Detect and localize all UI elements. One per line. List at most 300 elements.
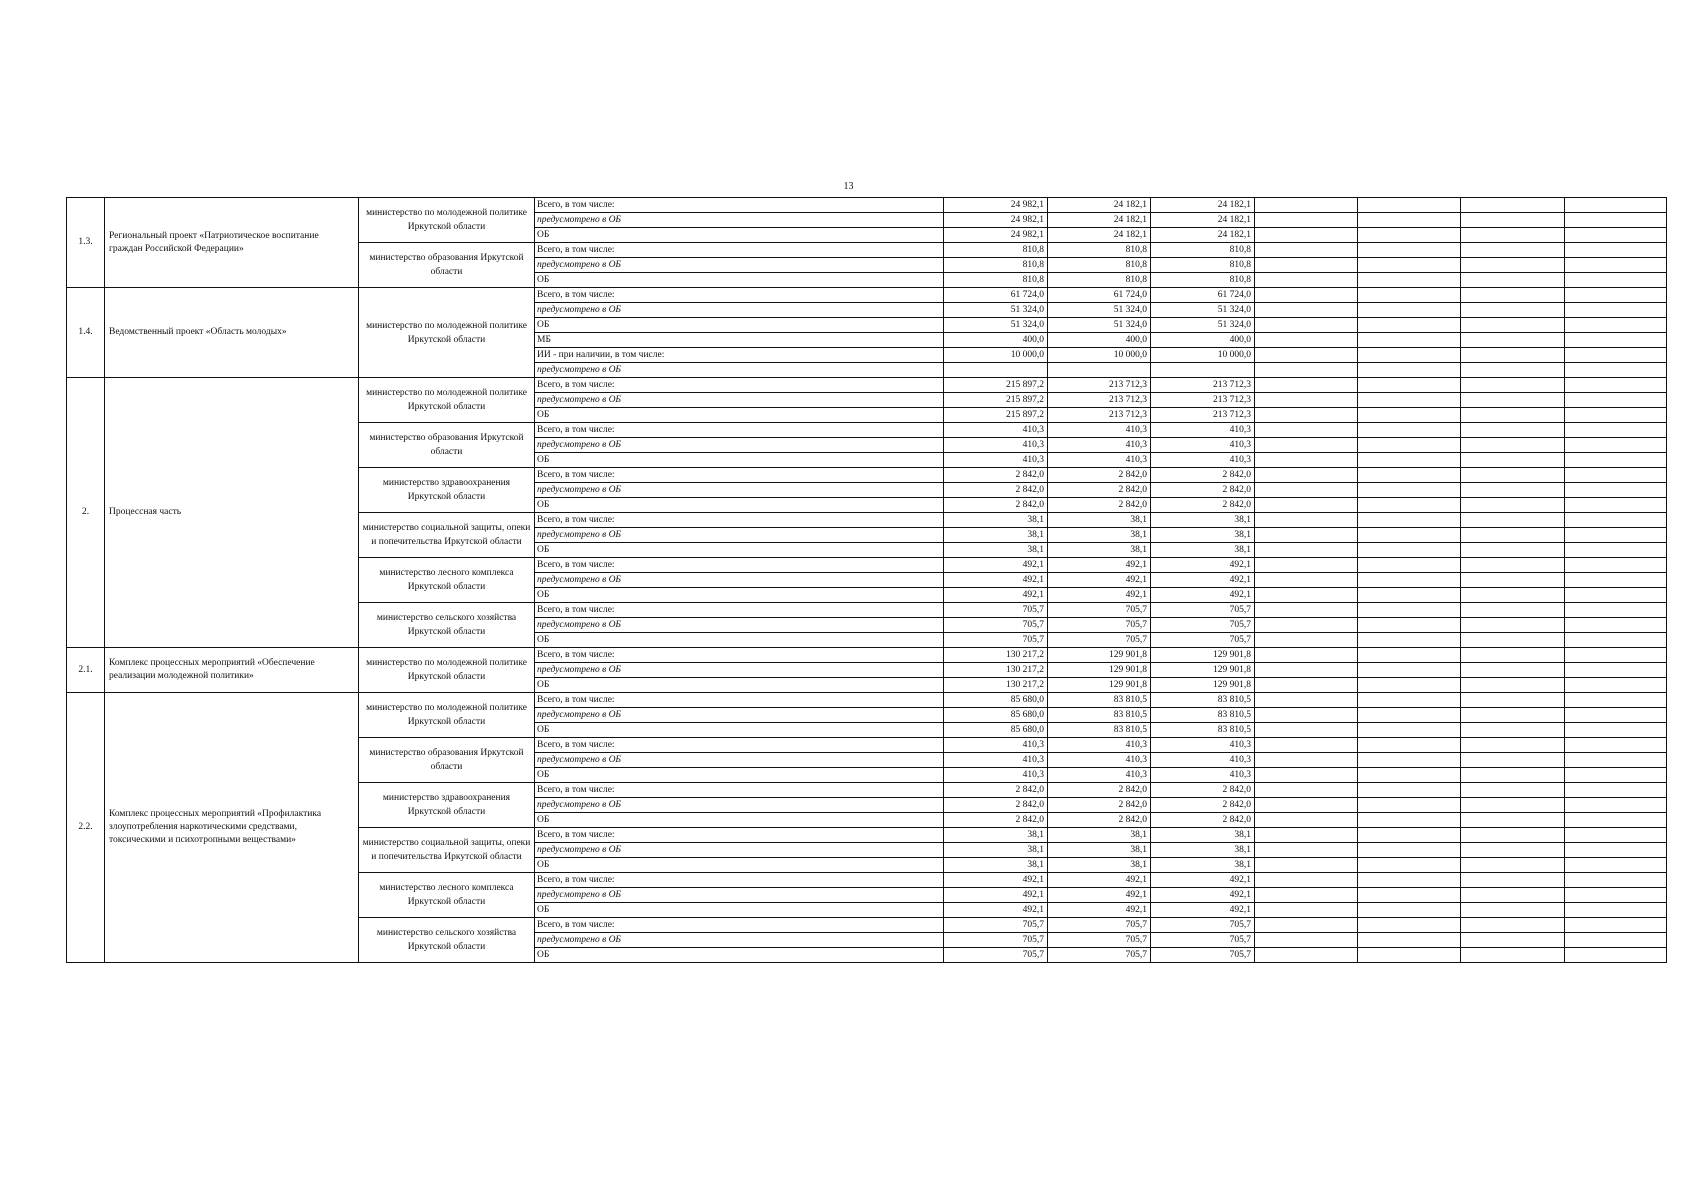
empty-cell (1461, 243, 1565, 258)
amount-cell: 10 000,0 (1048, 348, 1151, 363)
amount-cell: 2 842,0 (1048, 483, 1151, 498)
empty-cell (1358, 258, 1461, 273)
amount-cell: 410,3 (944, 738, 1048, 753)
empty-cell (1358, 753, 1461, 768)
empty-cell (1255, 213, 1358, 228)
funding-source: ОБ (535, 723, 944, 738)
amount-cell: 810,8 (1048, 258, 1151, 273)
amount-cell: 83 810,5 (1151, 693, 1255, 708)
amount-cell: 705,7 (1048, 918, 1151, 933)
empty-cell (1358, 948, 1461, 963)
empty-cell (1565, 948, 1667, 963)
amount-cell: 705,7 (1048, 948, 1151, 963)
amount-cell: 492,1 (1151, 573, 1255, 588)
section-name: Региональный проект «Патриотическое воспитание граждан Российской Федерации» (105, 198, 359, 288)
empty-cell (1565, 243, 1667, 258)
amount-cell: 810,8 (944, 258, 1048, 273)
empty-cell (1461, 498, 1565, 513)
empty-cell (1358, 423, 1461, 438)
amount-cell: 61 724,0 (1048, 288, 1151, 303)
empty-cell (1565, 663, 1667, 678)
funding-source: Всего, в том числе: (535, 378, 944, 393)
empty-cell (1461, 483, 1565, 498)
empty-cell (1358, 723, 1461, 738)
funding-source: Всего, в том числе: (535, 918, 944, 933)
empty-cell (1461, 288, 1565, 303)
amount-cell: 705,7 (944, 618, 1048, 633)
funding-source: предусмотрено в ОБ (535, 213, 944, 228)
empty-cell (1255, 453, 1358, 468)
funding-source: предусмотрено в ОБ (535, 888, 944, 903)
funding-source: ОБ (535, 858, 944, 873)
empty-cell (1358, 213, 1461, 228)
empty-cell (1255, 603, 1358, 618)
empty-cell (1358, 228, 1461, 243)
amount-cell: 2 842,0 (1151, 483, 1255, 498)
amount-cell: 492,1 (1048, 573, 1151, 588)
amount-cell: 492,1 (1048, 873, 1151, 888)
empty-cell (1358, 243, 1461, 258)
amount-cell: 24 182,1 (1048, 213, 1151, 228)
amount-cell: 24 182,1 (1048, 198, 1151, 213)
amount-cell: 38,1 (1151, 528, 1255, 543)
amount-cell: 492,1 (944, 558, 1048, 573)
funding-source: предусмотрено в ОБ (535, 528, 944, 543)
amount-cell (1048, 363, 1151, 378)
amount-cell: 410,3 (1048, 423, 1151, 438)
empty-cell (1461, 843, 1565, 858)
amount-cell: 705,7 (944, 948, 1048, 963)
empty-cell (1565, 768, 1667, 783)
amount-cell: 38,1 (1151, 543, 1255, 558)
empty-cell (1358, 663, 1461, 678)
amount-cell: 24 982,1 (944, 228, 1048, 243)
section-name: Комплекс процессных мероприятий «Профилактика злоупотребления наркотическими средствами, токсическими и психотропными веществами» (105, 693, 359, 963)
empty-cell (1461, 618, 1565, 633)
empty-cell (1461, 558, 1565, 573)
funding-source: ОБ (535, 633, 944, 648)
empty-cell (1565, 333, 1667, 348)
funding-source: Всего, в том числе: (535, 513, 944, 528)
empty-cell (1255, 813, 1358, 828)
empty-cell (1461, 903, 1565, 918)
empty-cell (1255, 318, 1358, 333)
funding-source: Всего, в том числе: (535, 783, 944, 798)
empty-cell (1255, 378, 1358, 393)
amount-cell: 2 842,0 (944, 468, 1048, 483)
empty-cell (1461, 723, 1565, 738)
empty-cell (1358, 453, 1461, 468)
amount-cell: 51 324,0 (944, 303, 1048, 318)
amount-cell (944, 363, 1048, 378)
empty-cell (1461, 198, 1565, 213)
amount-cell: 410,3 (1048, 438, 1151, 453)
empty-cell (1358, 348, 1461, 363)
empty-cell (1461, 828, 1565, 843)
empty-cell (1565, 573, 1667, 588)
empty-cell (1255, 348, 1358, 363)
amount-cell: 38,1 (1048, 843, 1151, 858)
section-name: Комплекс процессных мероприятий «Обеспечение реализации молодежной политики» (105, 648, 359, 693)
amount-cell: 705,7 (1048, 633, 1151, 648)
empty-cell (1358, 303, 1461, 318)
funding-source: ОБ (535, 543, 944, 558)
empty-cell (1255, 903, 1358, 918)
empty-cell (1358, 288, 1461, 303)
funding-source: Всего, в том числе: (535, 243, 944, 258)
amount-cell: 38,1 (944, 843, 1048, 858)
empty-cell (1255, 618, 1358, 633)
empty-cell (1358, 528, 1461, 543)
empty-cell (1255, 723, 1358, 738)
section-number: 2.1. (67, 648, 105, 693)
empty-cell (1358, 873, 1461, 888)
executor-name: министерство образования Иркутской области (359, 423, 535, 468)
empty-cell (1358, 588, 1461, 603)
empty-cell (1461, 348, 1565, 363)
amount-cell: 85 680,0 (944, 708, 1048, 723)
empty-cell (1461, 318, 1565, 333)
amount-cell: 130 217,2 (944, 663, 1048, 678)
empty-cell (1461, 813, 1565, 828)
amount-cell: 130 217,2 (944, 678, 1048, 693)
page-number: 13 (843, 181, 854, 192)
empty-cell (1461, 948, 1565, 963)
empty-cell (1358, 933, 1461, 948)
section-number: 1.3. (67, 198, 105, 288)
empty-cell (1565, 543, 1667, 558)
amount-cell: 38,1 (1048, 543, 1151, 558)
amount-cell: 24 982,1 (944, 198, 1048, 213)
amount-cell: 2 842,0 (1151, 498, 1255, 513)
empty-cell (1461, 213, 1565, 228)
empty-cell (1255, 423, 1358, 438)
empty-cell (1461, 603, 1565, 618)
empty-cell (1461, 708, 1565, 723)
empty-cell (1565, 198, 1667, 213)
amount-cell: 38,1 (944, 513, 1048, 528)
amount-cell: 705,7 (1048, 603, 1151, 618)
funding-source: предусмотрено в ОБ (535, 663, 944, 678)
amount-cell: 492,1 (1048, 558, 1151, 573)
empty-cell (1461, 528, 1565, 543)
empty-cell (1255, 858, 1358, 873)
empty-cell (1565, 558, 1667, 573)
empty-cell (1461, 468, 1565, 483)
funding-source: ОБ (535, 768, 944, 783)
funding-source: Всего, в том числе: (535, 423, 944, 438)
executor-name: министерство лесного комплекса Иркутской области (359, 873, 535, 918)
amount-cell: 83 810,5 (1048, 693, 1151, 708)
amount-cell: 24 182,1 (1048, 228, 1151, 243)
amount-cell: 705,7 (944, 918, 1048, 933)
table-row (67, 288, 1667, 303)
empty-cell (1255, 333, 1358, 348)
amount-cell: 83 810,5 (1048, 708, 1151, 723)
empty-cell (1255, 783, 1358, 798)
empty-cell (1358, 198, 1461, 213)
amount-cell: 705,7 (1151, 948, 1255, 963)
empty-cell (1565, 783, 1667, 798)
empty-cell (1255, 303, 1358, 318)
empty-cell (1255, 678, 1358, 693)
executor-name: министерство сельского хозяйства Иркутской области (359, 603, 535, 648)
executor-name: министерство сельского хозяйства Иркутской области (359, 918, 535, 963)
empty-cell (1565, 618, 1667, 633)
empty-cell (1358, 858, 1461, 873)
funding-source: ОБ (535, 948, 944, 963)
section-name: Ведомственный проект «Область молодых» (105, 288, 359, 378)
empty-cell (1565, 468, 1667, 483)
amount-cell: 492,1 (1048, 888, 1151, 903)
empty-cell (1255, 708, 1358, 723)
empty-cell (1255, 888, 1358, 903)
amount-cell: 10 000,0 (1151, 348, 1255, 363)
program-funding-table (66, 197, 1667, 963)
empty-cell (1461, 918, 1565, 933)
amount-cell: 51 324,0 (1151, 318, 1255, 333)
empty-cell (1461, 258, 1565, 273)
funding-source: ОБ (535, 273, 944, 288)
amount-cell: 61 724,0 (944, 288, 1048, 303)
empty-cell (1358, 678, 1461, 693)
amount-cell: 810,8 (944, 243, 1048, 258)
empty-cell (1565, 873, 1667, 888)
funding-source: Всего, в том числе: (535, 558, 944, 573)
empty-cell (1565, 363, 1667, 378)
amount-cell: 83 810,5 (1151, 708, 1255, 723)
empty-cell (1461, 393, 1565, 408)
empty-cell (1565, 813, 1667, 828)
empty-cell (1255, 633, 1358, 648)
empty-cell (1255, 498, 1358, 513)
empty-cell (1358, 333, 1461, 348)
empty-cell (1358, 918, 1461, 933)
amount-cell: 410,3 (944, 453, 1048, 468)
amount-cell: 810,8 (1048, 243, 1151, 258)
amount-cell: 215 897,2 (944, 378, 1048, 393)
empty-cell (1565, 528, 1667, 543)
empty-cell (1358, 708, 1461, 723)
empty-cell (1461, 693, 1565, 708)
empty-cell (1358, 483, 1461, 498)
empty-cell (1358, 498, 1461, 513)
empty-cell (1255, 738, 1358, 753)
amount-cell: 410,3 (944, 423, 1048, 438)
amount-cell: 492,1 (1048, 903, 1151, 918)
funding-source: Всего, в том числе: (535, 738, 944, 753)
executor-name: министерство по молодежной политике Иркутской области (359, 693, 535, 738)
amount-cell: 129 901,8 (1151, 648, 1255, 663)
empty-cell (1358, 318, 1461, 333)
empty-cell (1255, 288, 1358, 303)
empty-cell (1255, 843, 1358, 858)
empty-cell (1255, 393, 1358, 408)
amount-cell: 2 842,0 (944, 813, 1048, 828)
amount-cell: 492,1 (944, 903, 1048, 918)
empty-cell (1565, 348, 1667, 363)
amount-cell: 38,1 (1048, 858, 1151, 873)
funding-source: предусмотрено в ОБ (535, 393, 944, 408)
empty-cell (1358, 573, 1461, 588)
empty-cell (1565, 378, 1667, 393)
amount-cell: 492,1 (1151, 888, 1255, 903)
empty-cell (1255, 363, 1358, 378)
amount-cell: 38,1 (1151, 828, 1255, 843)
empty-cell (1565, 693, 1667, 708)
amount-cell: 410,3 (944, 438, 1048, 453)
amount-cell: 492,1 (1151, 558, 1255, 573)
empty-cell (1358, 513, 1461, 528)
amount-cell: 51 324,0 (1048, 303, 1151, 318)
empty-cell (1255, 768, 1358, 783)
empty-cell (1565, 258, 1667, 273)
amount-cell: 215 897,2 (944, 393, 1048, 408)
amount-cell: 410,3 (1048, 738, 1151, 753)
empty-cell (1565, 498, 1667, 513)
amount-cell: 83 810,5 (1048, 723, 1151, 738)
funding-source: ИИ - при наличии, в том числе: (535, 348, 944, 363)
amount-cell: 213 712,3 (1151, 378, 1255, 393)
section-number: 1.4. (67, 288, 105, 378)
empty-cell (1565, 858, 1667, 873)
empty-cell (1565, 843, 1667, 858)
funding-source: ОБ (535, 813, 944, 828)
amount-cell: 2 842,0 (1048, 813, 1151, 828)
amount-cell: 705,7 (1151, 933, 1255, 948)
empty-cell (1565, 318, 1667, 333)
empty-cell (1461, 303, 1565, 318)
funding-source: предусмотрено в ОБ (535, 483, 944, 498)
amount-cell: 410,3 (1151, 768, 1255, 783)
empty-cell (1461, 573, 1565, 588)
empty-cell (1565, 798, 1667, 813)
amount-cell: 2 842,0 (1151, 783, 1255, 798)
funding-source: предусмотрено в ОБ (535, 573, 944, 588)
executor-name: министерство образования Иркутской области (359, 738, 535, 783)
executor-name: министерство здравоохранения Иркутской области (359, 783, 535, 828)
empty-cell (1565, 903, 1667, 918)
empty-cell (1461, 888, 1565, 903)
empty-cell (1358, 543, 1461, 558)
amount-cell: 2 842,0 (1048, 798, 1151, 813)
amount-cell: 410,3 (1151, 738, 1255, 753)
funding-source: Всего, в том числе: (535, 873, 944, 888)
empty-cell (1461, 678, 1565, 693)
empty-cell (1255, 588, 1358, 603)
empty-cell (1565, 708, 1667, 723)
funding-source: Всего, в том числе: (535, 828, 944, 843)
empty-cell (1358, 558, 1461, 573)
amount-cell: 810,8 (1151, 273, 1255, 288)
empty-cell (1255, 438, 1358, 453)
empty-cell (1565, 483, 1667, 498)
amount-cell: 38,1 (1048, 528, 1151, 543)
executor-name: министерство по молодежной политике Иркутской области (359, 198, 535, 243)
amount-cell: 410,3 (1048, 768, 1151, 783)
amount-cell: 10 000,0 (944, 348, 1048, 363)
amount-cell: 810,8 (1151, 258, 1255, 273)
amount-cell: 213 712,3 (1048, 408, 1151, 423)
empty-cell (1565, 273, 1667, 288)
table-row (67, 693, 1667, 708)
empty-cell (1461, 543, 1565, 558)
amount-cell (1151, 363, 1255, 378)
amount-cell: 492,1 (1151, 903, 1255, 918)
amount-cell: 38,1 (1048, 828, 1151, 843)
amount-cell: 215 897,2 (944, 408, 1048, 423)
amount-cell: 410,3 (1151, 423, 1255, 438)
empty-cell (1461, 798, 1565, 813)
amount-cell: 38,1 (944, 528, 1048, 543)
executor-name: министерство лесного комплекса Иркутской области (359, 558, 535, 603)
amount-cell: 213 712,3 (1048, 378, 1151, 393)
amount-cell: 492,1 (944, 873, 1048, 888)
empty-cell (1461, 438, 1565, 453)
empty-cell (1255, 918, 1358, 933)
empty-cell (1358, 378, 1461, 393)
empty-cell (1565, 918, 1667, 933)
empty-cell (1358, 393, 1461, 408)
amount-cell: 410,3 (1048, 753, 1151, 768)
empty-cell (1255, 483, 1358, 498)
amount-cell: 492,1 (1151, 873, 1255, 888)
funding-source: ОБ (535, 678, 944, 693)
empty-cell (1461, 648, 1565, 663)
amount-cell: 810,8 (1151, 243, 1255, 258)
empty-cell (1565, 438, 1667, 453)
funding-source: предусмотрено в ОБ (535, 303, 944, 318)
empty-cell (1358, 603, 1461, 618)
amount-cell: 129 901,8 (1048, 678, 1151, 693)
amount-cell: 38,1 (1151, 513, 1255, 528)
amount-cell: 2 842,0 (944, 798, 1048, 813)
empty-cell (1565, 738, 1667, 753)
empty-cell (1255, 948, 1358, 963)
empty-cell (1565, 213, 1667, 228)
funding-source: предусмотрено в ОБ (535, 258, 944, 273)
empty-cell (1358, 363, 1461, 378)
funding-source: ОБ (535, 903, 944, 918)
empty-cell (1255, 558, 1358, 573)
empty-cell (1255, 798, 1358, 813)
empty-cell (1461, 933, 1565, 948)
empty-cell (1565, 678, 1667, 693)
empty-cell (1565, 453, 1667, 468)
amount-cell: 38,1 (944, 858, 1048, 873)
funding-source: предусмотрено в ОБ (535, 618, 944, 633)
empty-cell (1255, 573, 1358, 588)
amount-cell: 213 712,3 (1151, 408, 1255, 423)
empty-cell (1461, 378, 1565, 393)
amount-cell: 129 901,8 (1048, 663, 1151, 678)
executor-name: министерство социальной защиты, опеки и попечительства Иркутской области (359, 513, 535, 558)
empty-cell (1565, 228, 1667, 243)
amount-cell: 2 842,0 (1151, 468, 1255, 483)
amount-cell: 705,7 (1151, 603, 1255, 618)
amount-cell: 410,3 (944, 753, 1048, 768)
amount-cell: 213 712,3 (1048, 393, 1151, 408)
amount-cell: 51 324,0 (944, 318, 1048, 333)
amount-cell: 810,8 (1048, 273, 1151, 288)
empty-cell (1565, 753, 1667, 768)
amount-cell: 400,0 (1151, 333, 1255, 348)
funding-source: предусмотрено в ОБ (535, 798, 944, 813)
empty-cell (1358, 738, 1461, 753)
empty-cell (1461, 768, 1565, 783)
empty-cell (1358, 888, 1461, 903)
amount-cell: 2 842,0 (1151, 813, 1255, 828)
